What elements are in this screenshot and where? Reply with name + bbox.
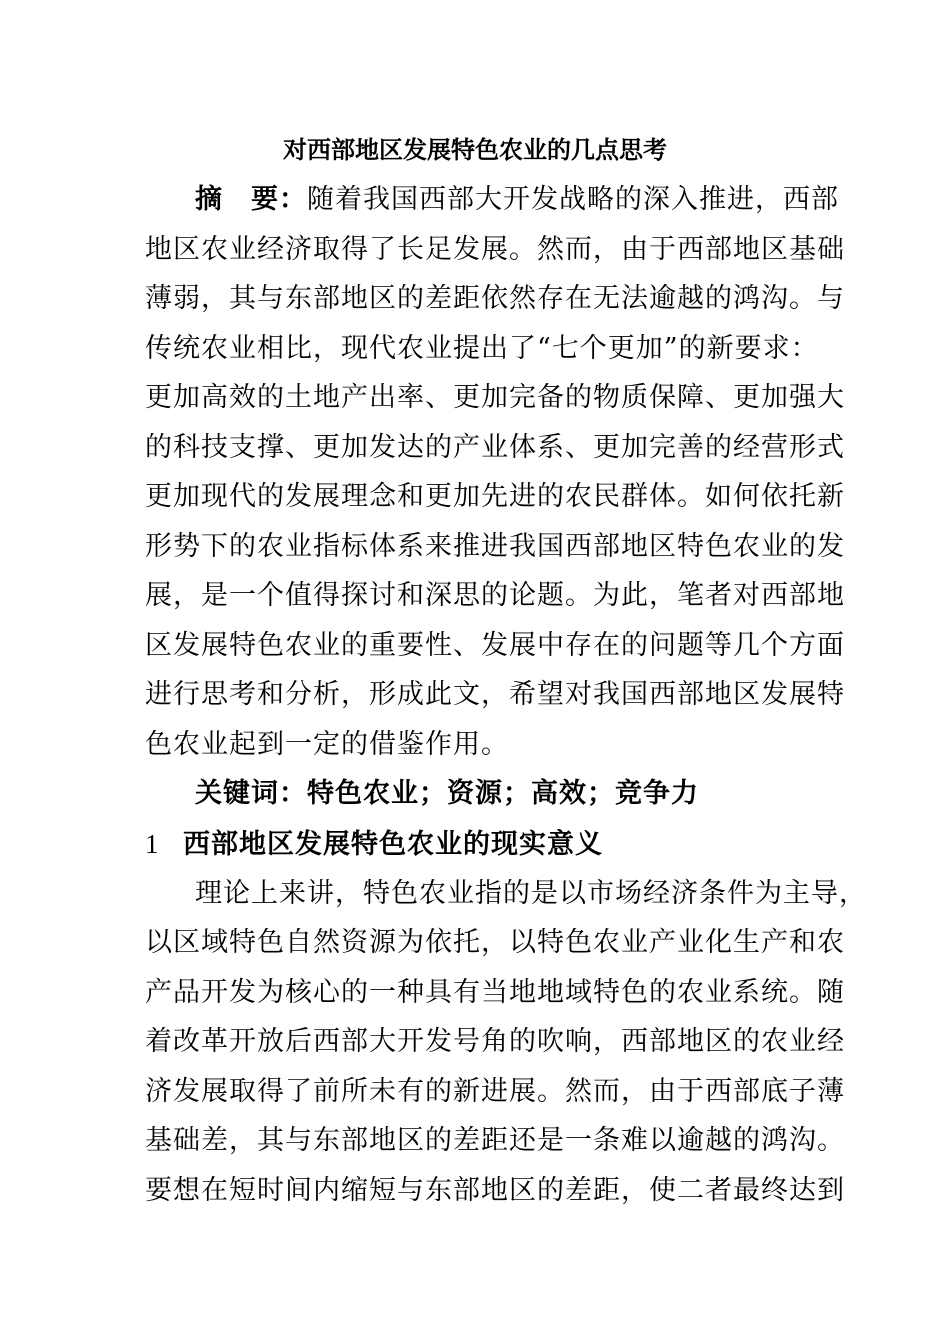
abstract-line: 形势下的农业指标体系来推进我国西部地区特色农业的发 (145, 531, 845, 562)
abstract-line: 色农业起到一定的借鉴作用。 (145, 729, 509, 760)
abstract-line: 薄弱，其与东部地区的差距依然存在无法逾越的鸿沟。与 (145, 283, 845, 314)
body-line: 济发展取得了前所未有的新进展。然而，由于西部底子薄 (145, 1076, 845, 1107)
body-line: 以区域特色自然资源为依托，以特色农业产业化生产和农 (145, 927, 845, 958)
abstract-line: 区发展特色农业的重要性、发展中存在的问题等几个方面 (145, 630, 845, 661)
abstract-line: 随着我国西部大开发战略的深入推进，西部 (307, 184, 839, 215)
section-number: 1 (145, 829, 160, 859)
abstract-line: 更加现代的发展理念和更加先进的农民群体。如何依托新 (145, 481, 845, 512)
abstract-line: 传统农业相比，现代农业提出了“七个更加”的新要求： (145, 333, 819, 364)
body-line: 产品开发为核心的一种具有当地地域特色的农业系统。随 (145, 977, 845, 1008)
section-heading (145, 826, 810, 863)
keywords: 关键词：特色农业；资源；高效；竞争力 (195, 778, 699, 809)
abstract-line: 地区农业经济取得了长足发展。然而，由于西部地区基础 (145, 234, 845, 265)
abstract-first-line (195, 182, 839, 218)
document-title: 对西部地区发展特色农业的几点思考 (283, 135, 667, 164)
abstract-line: 展，是一个值得探讨和深思的论题。为此，笔者对西部地 (145, 580, 845, 611)
body-line: 要想在短时间内缩短与东部地区的差距，使二者最终达到 (145, 1175, 845, 1206)
section-title: 西部地区发展特色农业的现实意义 (183, 829, 603, 860)
abstract-line: 的科技支撑、更加发达的产业体系、更加完善的经营形式 (145, 432, 845, 463)
body-line: 着改革开放后西部大开发号角的吹响，西部地区的农业经 (145, 1026, 845, 1057)
body-line: 基础差，其与东部地区的差距还是一条难以逾越的鸿沟。 (145, 1125, 845, 1156)
body-line: 理论上来讲，特色农业指的是以市场经济条件为主导， (195, 878, 867, 909)
abstract-line: 进行思考和分析，形成此文，希望对我国西部地区发展特 (145, 679, 845, 710)
abstract-line: 更加高效的土地产出率、更加完备的物质保障、更加强大 (145, 382, 845, 413)
abstract-label: 摘 要： (195, 184, 307, 215)
